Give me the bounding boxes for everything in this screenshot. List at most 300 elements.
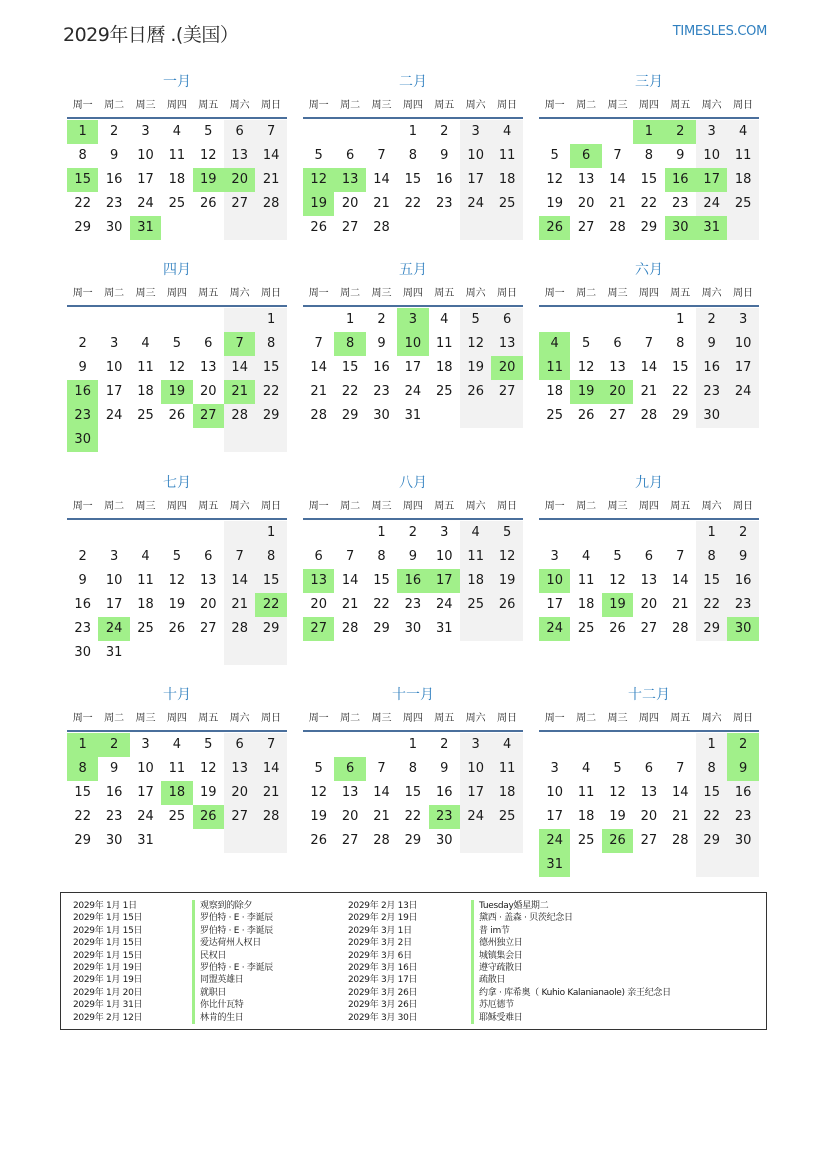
day-cell[interactable]: 8	[408, 148, 418, 163]
day-cell[interactable]: 7	[377, 148, 386, 163]
day-cell[interactable]: 6	[204, 549, 213, 564]
day-cell[interactable]: 19	[602, 593, 633, 617]
day-cell[interactable]: 19	[310, 809, 327, 824]
day-cell[interactable]: 13	[334, 168, 365, 192]
day-cell[interactable]: 20	[224, 168, 255, 192]
day-cell[interactable]: 28	[310, 408, 327, 423]
day-cell[interactable]: 20	[341, 809, 359, 824]
day-cell[interactable]: 7	[676, 549, 685, 564]
day-cell[interactable]: 29	[74, 220, 91, 235]
day-cell[interactable]: 6	[570, 144, 601, 168]
day-cell[interactable]: 23	[105, 809, 123, 824]
day-cell[interactable]: 9	[676, 148, 685, 163]
day-cell[interactable]: 26	[609, 621, 626, 636]
day-cell[interactable]: 25	[491, 805, 522, 829]
day-cell[interactable]: 13	[200, 360, 217, 375]
day-cell[interactable]: 24	[137, 196, 154, 211]
day-cell[interactable]: 15	[373, 573, 390, 588]
day-cell[interactable]: 23	[727, 593, 758, 617]
day-cell[interactable]: 11	[491, 144, 522, 168]
day-cell[interactable]: 2	[440, 737, 449, 752]
day-cell[interactable]: 30	[665, 216, 696, 240]
day-cell[interactable]: 10	[460, 757, 491, 781]
day-cell[interactable]: 29	[255, 617, 286, 641]
day-cell[interactable]: 6	[644, 549, 654, 564]
day-cell[interactable]: 14	[224, 356, 255, 380]
day-cell[interactable]: 21	[341, 597, 359, 612]
day-cell[interactable]: 6	[314, 549, 323, 564]
day-cell[interactable]: 13	[491, 332, 522, 356]
day-cell[interactable]: 3	[696, 120, 727, 144]
day-cell[interactable]: 30	[727, 617, 758, 641]
day-cell[interactable]: 13	[224, 757, 255, 781]
day-cell[interactable]: 6	[491, 308, 522, 332]
day-cell[interactable]: 12	[303, 168, 334, 192]
day-cell[interactable]: 4	[172, 737, 182, 752]
day-cell[interactable]: 17	[404, 360, 422, 375]
day-cell[interactable]: 27	[640, 621, 658, 636]
day-cell[interactable]: 8	[255, 332, 286, 356]
day-cell[interactable]: 30	[436, 833, 453, 848]
day-cell[interactable]: 25	[137, 408, 154, 423]
day-cell[interactable]: 18	[137, 384, 154, 399]
day-cell[interactable]: 24	[137, 809, 154, 824]
day-cell[interactable]: 1	[255, 521, 286, 545]
day-cell[interactable]: 2	[665, 120, 696, 144]
day-cell[interactable]: 6	[204, 336, 213, 351]
day-cell[interactable]: 23	[74, 621, 91, 636]
day-cell[interactable]: 31	[130, 216, 161, 240]
day-cell[interactable]: 25	[168, 196, 186, 211]
day-cell[interactable]: 18	[491, 781, 522, 805]
day-cell[interactable]: 30	[74, 645, 91, 660]
day-cell[interactable]: 19	[609, 809, 626, 824]
day-cell[interactable]: 4	[539, 332, 570, 356]
day-cell[interactable]: 29	[696, 617, 727, 641]
day-cell[interactable]: 15	[404, 172, 422, 187]
day-cell[interactable]: 17	[105, 597, 123, 612]
day-cell[interactable]: 7	[676, 761, 685, 776]
day-cell[interactable]: 11	[491, 757, 522, 781]
day-cell[interactable]: 21	[609, 196, 626, 211]
day-cell[interactable]: 23	[373, 384, 390, 399]
day-cell[interactable]: 7	[314, 336, 323, 351]
day-cell[interactable]: 12	[577, 360, 595, 375]
day-cell[interactable]: 6	[334, 757, 365, 781]
day-cell[interactable]: 29	[341, 408, 359, 423]
day-cell[interactable]: 9	[408, 549, 418, 564]
day-cell[interactable]: 5	[172, 549, 182, 564]
day-cell[interactable]: 4	[440, 312, 449, 327]
day-cell[interactable]: 10	[436, 549, 453, 564]
day-cell[interactable]: 21	[224, 380, 255, 404]
day-cell[interactable]: 27	[491, 380, 522, 404]
day-cell[interactable]: 26	[539, 216, 570, 240]
day-cell[interactable]: 12	[460, 332, 491, 356]
day-cell[interactable]: 7	[224, 332, 255, 356]
day-cell[interactable]: 11	[539, 356, 570, 380]
day-cell[interactable]: 5	[491, 521, 522, 545]
day-cell[interactable]: 5	[613, 549, 622, 564]
day-cell[interactable]: 18	[460, 569, 491, 593]
day-cell[interactable]: 7	[345, 549, 355, 564]
day-cell[interactable]: 15	[696, 781, 727, 805]
day-cell[interactable]: 1	[696, 733, 727, 757]
day-cell[interactable]: 13	[341, 785, 359, 800]
day-cell[interactable]: 30	[67, 428, 98, 452]
day-cell[interactable]: 16	[727, 569, 758, 593]
day-cell[interactable]: 28	[255, 805, 286, 829]
day-cell[interactable]: 26	[168, 408, 186, 423]
day-cell[interactable]: 3	[727, 308, 758, 332]
day-cell[interactable]: 2	[408, 525, 418, 540]
day-cell[interactable]: 11	[168, 761, 186, 776]
day-cell[interactable]: 20	[640, 597, 658, 612]
day-cell[interactable]: 7	[644, 336, 654, 351]
day-cell[interactable]: 31	[137, 833, 154, 848]
day-cell[interactable]: 29	[255, 404, 286, 428]
day-cell[interactable]: 1	[408, 737, 418, 752]
day-cell[interactable]: 1	[408, 124, 418, 139]
day-cell[interactable]: 27	[303, 617, 334, 641]
day-cell[interactable]: 3	[440, 525, 449, 540]
day-cell[interactable]: 16	[74, 597, 91, 612]
day-cell[interactable]: 18	[137, 597, 154, 612]
day-cell[interactable]: 20	[640, 809, 658, 824]
day-cell[interactable]: 30	[105, 220, 123, 235]
site-logo[interactable]: TIMESLES.COM	[672, 24, 767, 39]
day-cell[interactable]: 10	[105, 573, 123, 588]
day-cell[interactable]: 24	[436, 597, 453, 612]
day-cell[interactable]: 14	[373, 172, 390, 187]
day-cell[interactable]: 24	[105, 408, 123, 423]
day-cell[interactable]: 17	[429, 569, 460, 593]
day-cell[interactable]: 19	[193, 168, 224, 192]
day-cell[interactable]: 7	[255, 733, 286, 757]
day-cell[interactable]: 16	[373, 360, 390, 375]
day-cell[interactable]: 5	[550, 148, 559, 163]
day-cell[interactable]: 15	[255, 356, 286, 380]
day-cell[interactable]: 24	[539, 617, 570, 641]
day-cell[interactable]: 19	[460, 356, 491, 380]
day-cell[interactable]: 26	[200, 196, 217, 211]
day-cell[interactable]: 30	[727, 829, 758, 853]
day-cell[interactable]: 8	[67, 757, 98, 781]
day-cell[interactable]: 29	[672, 408, 689, 423]
day-cell[interactable]: 26	[193, 805, 224, 829]
day-cell[interactable]: 2	[98, 733, 129, 757]
day-cell[interactable]: 23	[696, 380, 727, 404]
day-cell[interactable]: 8	[334, 332, 365, 356]
day-cell[interactable]: 23	[429, 805, 460, 829]
day-cell[interactable]: 2	[440, 124, 449, 139]
day-cell[interactable]: 22	[373, 597, 390, 612]
day-cell[interactable]: 27	[577, 220, 595, 235]
day-cell[interactable]: 26	[602, 829, 633, 853]
day-cell[interactable]: 25	[460, 593, 491, 617]
day-cell[interactable]: 27	[193, 404, 224, 428]
day-cell[interactable]: 12	[546, 172, 563, 187]
day-cell[interactable]: 10	[137, 761, 154, 776]
day-cell[interactable]: 11	[577, 573, 595, 588]
day-cell[interactable]: 15	[74, 785, 91, 800]
day-cell[interactable]: 16	[696, 356, 727, 380]
day-cell[interactable]: 28	[672, 621, 689, 636]
day-cell[interactable]: 3	[141, 737, 150, 752]
day-cell[interactable]: 14	[341, 573, 359, 588]
day-cell[interactable]: 15	[640, 172, 658, 187]
day-cell[interactable]: 18	[577, 809, 595, 824]
day-cell[interactable]: 14	[373, 785, 390, 800]
day-cell[interactable]: 14	[224, 569, 255, 593]
day-cell[interactable]: 4	[581, 761, 591, 776]
day-cell[interactable]: 24	[98, 617, 129, 641]
day-cell[interactable]: 24	[727, 380, 758, 404]
day-cell[interactable]: 10	[546, 785, 563, 800]
day-cell[interactable]: 30	[105, 833, 123, 848]
day-cell[interactable]: 25	[168, 809, 186, 824]
day-cell[interactable]: 20	[491, 356, 522, 380]
day-cell[interactable]: 15	[672, 360, 689, 375]
day-cell[interactable]: 8	[78, 148, 87, 163]
day-cell[interactable]: 10	[105, 360, 123, 375]
day-cell[interactable]: 19	[161, 380, 192, 404]
day-cell[interactable]: 4	[491, 733, 522, 757]
day-cell[interactable]: 1	[67, 120, 98, 144]
day-cell[interactable]: 18	[161, 781, 192, 805]
day-cell[interactable]: 23	[67, 404, 98, 428]
day-cell[interactable]: 18	[491, 168, 522, 192]
day-cell[interactable]: 20	[310, 597, 327, 612]
day-cell[interactable]: 28	[224, 404, 255, 428]
day-cell[interactable]: 17	[546, 809, 563, 824]
day-cell[interactable]: 12	[609, 573, 626, 588]
day-cell[interactable]: 13	[640, 785, 658, 800]
day-cell[interactable]: 27	[609, 408, 626, 423]
day-cell[interactable]: 21	[255, 168, 286, 192]
day-cell[interactable]: 11	[727, 144, 758, 168]
day-cell[interactable]: 18	[577, 597, 595, 612]
day-cell[interactable]: 30	[696, 404, 727, 428]
day-cell[interactable]: 2	[696, 308, 727, 332]
day-cell[interactable]: 14	[255, 144, 286, 168]
day-cell[interactable]: 26	[491, 593, 522, 617]
day-cell[interactable]: 1	[345, 312, 355, 327]
day-cell[interactable]: 29	[404, 833, 422, 848]
day-cell[interactable]: 4	[727, 120, 758, 144]
day-cell[interactable]: 27	[200, 621, 217, 636]
day-cell[interactable]: 22	[696, 593, 727, 617]
day-cell[interactable]: 6	[644, 761, 654, 776]
day-cell[interactable]: 14	[310, 360, 327, 375]
day-cell[interactable]: 22	[255, 593, 286, 617]
day-cell[interactable]: 25	[577, 833, 595, 848]
day-cell[interactable]: 3	[460, 120, 491, 144]
day-cell[interactable]: 12	[491, 545, 522, 569]
day-cell[interactable]: 23	[672, 196, 689, 211]
day-cell[interactable]: 22	[341, 384, 359, 399]
day-cell[interactable]: 18	[546, 384, 563, 399]
day-cell[interactable]: 17	[137, 785, 154, 800]
day-cell[interactable]: 22	[74, 809, 91, 824]
day-cell[interactable]: 2	[727, 733, 758, 757]
day-cell[interactable]: 9	[78, 360, 87, 375]
day-cell[interactable]: 10	[397, 332, 428, 356]
day-cell[interactable]: 27	[640, 833, 658, 848]
day-cell[interactable]: 9	[727, 545, 758, 569]
day-cell[interactable]: 25	[137, 621, 154, 636]
day-cell[interactable]: 4	[581, 549, 591, 564]
day-cell[interactable]: 25	[491, 192, 522, 216]
day-cell[interactable]: 8	[676, 336, 685, 351]
day-cell[interactable]: 27	[341, 833, 359, 848]
day-cell[interactable]: 21	[224, 593, 255, 617]
day-cell[interactable]: 1	[377, 525, 386, 540]
day-cell[interactable]: 25	[577, 621, 595, 636]
day-cell[interactable]: 28	[224, 617, 255, 641]
day-cell[interactable]: 28	[373, 833, 390, 848]
day-cell[interactable]: 23	[727, 805, 758, 829]
day-cell[interactable]: 9	[696, 332, 727, 356]
day-cell[interactable]: 26	[310, 833, 327, 848]
day-cell[interactable]: 5	[314, 761, 323, 776]
day-cell[interactable]: 2	[727, 521, 758, 545]
day-cell[interactable]: 1	[633, 120, 664, 144]
day-cell[interactable]: 8	[255, 545, 286, 569]
day-cell[interactable]: 20	[200, 597, 217, 612]
day-cell[interactable]: 14	[672, 573, 689, 588]
day-cell[interactable]: 1	[696, 521, 727, 545]
day-cell[interactable]: 3	[141, 124, 150, 139]
day-cell[interactable]: 27	[224, 192, 255, 216]
day-cell[interactable]: 15	[255, 569, 286, 593]
day-cell[interactable]: 24	[460, 805, 491, 829]
day-cell[interactable]: 31	[539, 853, 570, 877]
day-cell[interactable]: 8	[377, 549, 386, 564]
day-cell[interactable]: 16	[665, 168, 696, 192]
day-cell[interactable]: 2	[78, 549, 87, 564]
day-cell[interactable]: 5	[314, 148, 323, 163]
day-cell[interactable]: 8	[696, 545, 727, 569]
day-cell[interactable]: 28	[609, 220, 626, 235]
day-cell[interactable]: 19	[570, 380, 601, 404]
day-cell[interactable]: 7	[224, 545, 255, 569]
day-cell[interactable]: 19	[303, 192, 334, 216]
day-cell[interactable]: 3	[550, 549, 559, 564]
day-cell[interactable]: 24	[404, 384, 422, 399]
day-cell[interactable]: 5	[172, 336, 182, 351]
day-cell[interactable]: 3	[460, 733, 491, 757]
day-cell[interactable]: 31	[404, 408, 422, 423]
day-cell[interactable]: 23	[404, 597, 422, 612]
day-cell[interactable]: 1	[676, 312, 685, 327]
day-cell[interactable]: 5	[204, 124, 213, 139]
day-cell[interactable]: 4	[141, 336, 150, 351]
day-cell[interactable]: 17	[460, 781, 491, 805]
day-cell[interactable]: 4	[491, 120, 522, 144]
day-cell[interactable]: 9	[377, 336, 386, 351]
day-cell[interactable]: 31	[696, 216, 727, 240]
day-cell[interactable]: 30	[404, 621, 422, 636]
day-cell[interactable]: 10	[696, 144, 727, 168]
day-cell[interactable]: 11	[137, 573, 154, 588]
day-cell[interactable]: 17	[696, 168, 727, 192]
day-cell[interactable]: 20	[577, 196, 595, 211]
day-cell[interactable]: 3	[109, 549, 119, 564]
day-cell[interactable]: 17	[727, 356, 758, 380]
day-cell[interactable]: 21	[373, 196, 390, 211]
day-cell[interactable]: 10	[539, 569, 570, 593]
day-cell[interactable]: 15	[696, 569, 727, 593]
day-cell[interactable]: 27	[341, 220, 359, 235]
day-cell[interactable]: 22	[74, 196, 91, 211]
day-cell[interactable]: 28	[341, 621, 359, 636]
day-cell[interactable]: 9	[109, 761, 119, 776]
day-cell[interactable]: 5	[581, 336, 591, 351]
day-cell[interactable]: 29	[373, 621, 390, 636]
day-cell[interactable]: 24	[539, 829, 570, 853]
day-cell[interactable]: 19	[546, 196, 563, 211]
day-cell[interactable]: 3	[397, 308, 428, 332]
day-cell[interactable]: 12	[168, 573, 186, 588]
day-cell[interactable]: 29	[640, 220, 658, 235]
day-cell[interactable]: 4	[460, 521, 491, 545]
day-cell[interactable]: 25	[546, 408, 563, 423]
day-cell[interactable]: 12	[310, 785, 327, 800]
day-cell[interactable]: 21	[373, 809, 390, 824]
day-cell[interactable]: 15	[341, 360, 359, 375]
day-cell[interactable]: 22	[404, 196, 422, 211]
day-cell[interactable]: 13	[640, 573, 658, 588]
day-cell[interactable]: 4	[172, 124, 182, 139]
day-cell[interactable]: 11	[137, 360, 154, 375]
day-cell[interactable]: 19	[200, 785, 217, 800]
day-cell[interactable]: 26	[577, 408, 595, 423]
day-cell[interactable]: 8	[696, 757, 727, 781]
day-cell[interactable]: 26	[310, 220, 327, 235]
day-cell[interactable]: 27	[224, 805, 255, 829]
day-cell[interactable]: 10	[137, 148, 154, 163]
day-cell[interactable]: 22	[696, 805, 727, 829]
day-cell[interactable]: 15	[404, 785, 422, 800]
day-cell[interactable]: 17	[105, 384, 123, 399]
day-cell[interactable]: 20	[341, 196, 359, 211]
day-cell[interactable]: 16	[105, 785, 123, 800]
day-cell[interactable]: 22	[672, 384, 689, 399]
day-cell[interactable]: 21	[310, 384, 327, 399]
day-cell[interactable]: 21	[255, 781, 286, 805]
day-cell[interactable]: 20	[602, 380, 633, 404]
day-cell[interactable]: 18	[727, 168, 758, 192]
day-cell[interactable]: 11	[460, 545, 491, 569]
day-cell[interactable]: 12	[168, 360, 186, 375]
day-cell[interactable]: 6	[224, 733, 255, 757]
day-cell[interactable]: 14	[640, 360, 658, 375]
day-cell[interactable]: 24	[696, 192, 727, 216]
day-cell[interactable]: 13	[303, 569, 334, 593]
day-cell[interactable]: 8	[644, 148, 654, 163]
day-cell[interactable]: 29	[696, 829, 727, 853]
day-cell[interactable]: 2	[78, 336, 87, 351]
day-cell[interactable]: 22	[255, 380, 286, 404]
day-cell[interactable]: 23	[105, 196, 123, 211]
day-cell[interactable]: 7	[255, 120, 286, 144]
day-cell[interactable]: 13	[200, 573, 217, 588]
day-cell[interactable]: 3	[109, 336, 119, 351]
day-cell[interactable]: 16	[105, 172, 123, 187]
day-cell[interactable]: 18	[168, 172, 186, 187]
day-cell[interactable]: 19	[168, 597, 186, 612]
